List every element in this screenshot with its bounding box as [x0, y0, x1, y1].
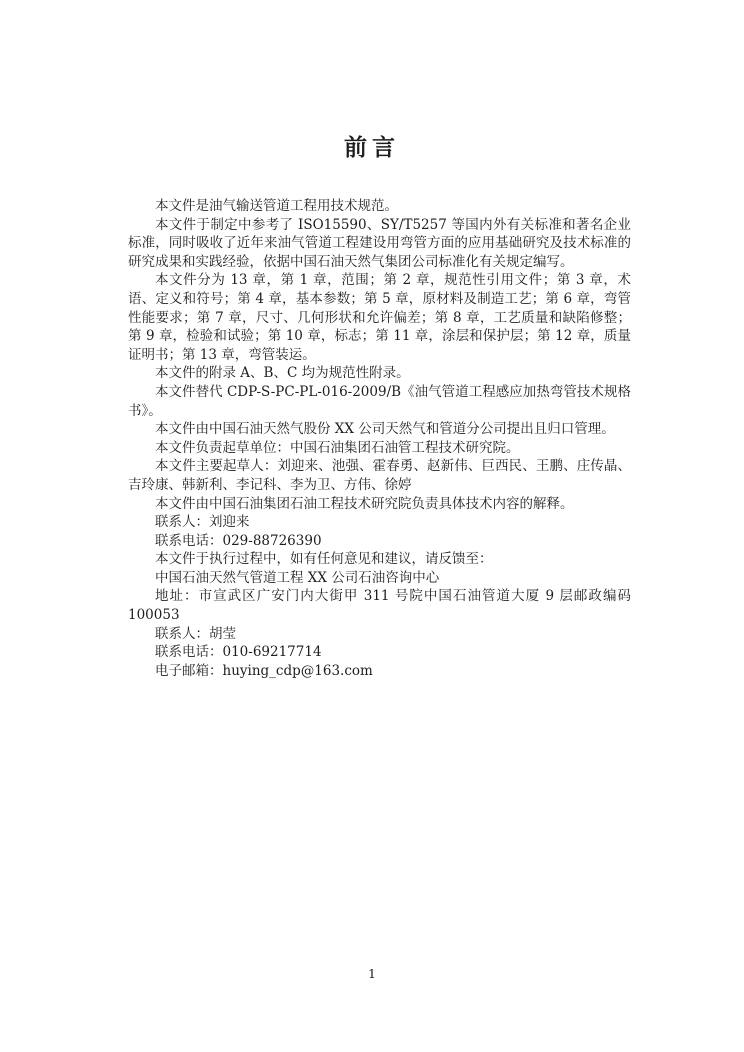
page-title: 前言	[344, 134, 400, 161]
paragraph: 本文件由中国石油天然气股份 XX 公司天然气和管道分公司提出且归口管理。	[155, 421, 615, 438]
paragraph: 联系人：胡莹	[155, 625, 236, 642]
paragraph: 本文件由中国石油集团石油工程技术研究院负责具体技术内容的解释。	[155, 495, 574, 512]
paragraph: 本文件的附录 A、B、C 均为规范性附录。	[155, 365, 410, 382]
paragraph: 联系人：刘迎来	[155, 514, 250, 531]
paragraph: 中国石油天然气管道工程 XX 公司石油咨询中心	[155, 569, 440, 586]
paragraph: 联系电话：029-88726390	[155, 532, 322, 549]
paragraph: 本文件于执行过程中，如有任何意见和建议，请反馈至：	[155, 551, 493, 568]
page-number: 1	[368, 966, 376, 981]
paragraph: 电子邮箱：huying_cdp@163.com	[155, 662, 373, 679]
document-body	[128, 197, 631, 680]
paragraph: 本文件主要起草人：刘迎来、池强、霍春勇、赵新伟、巨西民、王鹏、庄传晶、吉玲康、韩新利、李记科、李为卫、方伟、徐婷	[128, 458, 631, 493]
paragraph: 本文件于制定中参考了 ISO15590、SY/T5257 等国内外有关标准和著名企业标准，同时吸收了近年来油气管道工程建设用弯管方面的应用基础研究及技术标准的研究成果和实践经验，依据中国石油天然气集团公司标准化有关规定编写。	[128, 216, 631, 270]
paragraph: 本文件是油气输送管道工程用技术规范。	[155, 198, 398, 214]
paragraph: 本文件负责起草单位：中国石油集团石油管工程技术研究院。	[155, 439, 520, 456]
paragraph: 联系电话：010-69217714	[155, 644, 322, 661]
paragraph: 本文件分为 13 章，第 1 章，范围；第 2 章，规范性引用文件；第 3 章，术语、定义和符号；第 4 章，基本参数；第 5 章，原材料及制造工艺；第 6 章，弯管性能要求；第 7 章，尺寸、几何形状和允许偏差；第 8 章，工艺质量和缺陷修整；第 9 章，检验和试验；第 10 章，标志；第 11 章，涂层和保护层；第 12 章，质量证明书；第 13 章，弯管装运。	[128, 272, 631, 363]
paragraph: 地址：市宣武区广安门内大街甲 311 号院中国石油管道大厦 9 层邮政编码 100053	[128, 588, 631, 624]
paragraph: 本文件替代 CDP-S-PC-PL-016-2009/B《油气管道工程感应加热弯管技术规格书》。	[128, 383, 631, 419]
